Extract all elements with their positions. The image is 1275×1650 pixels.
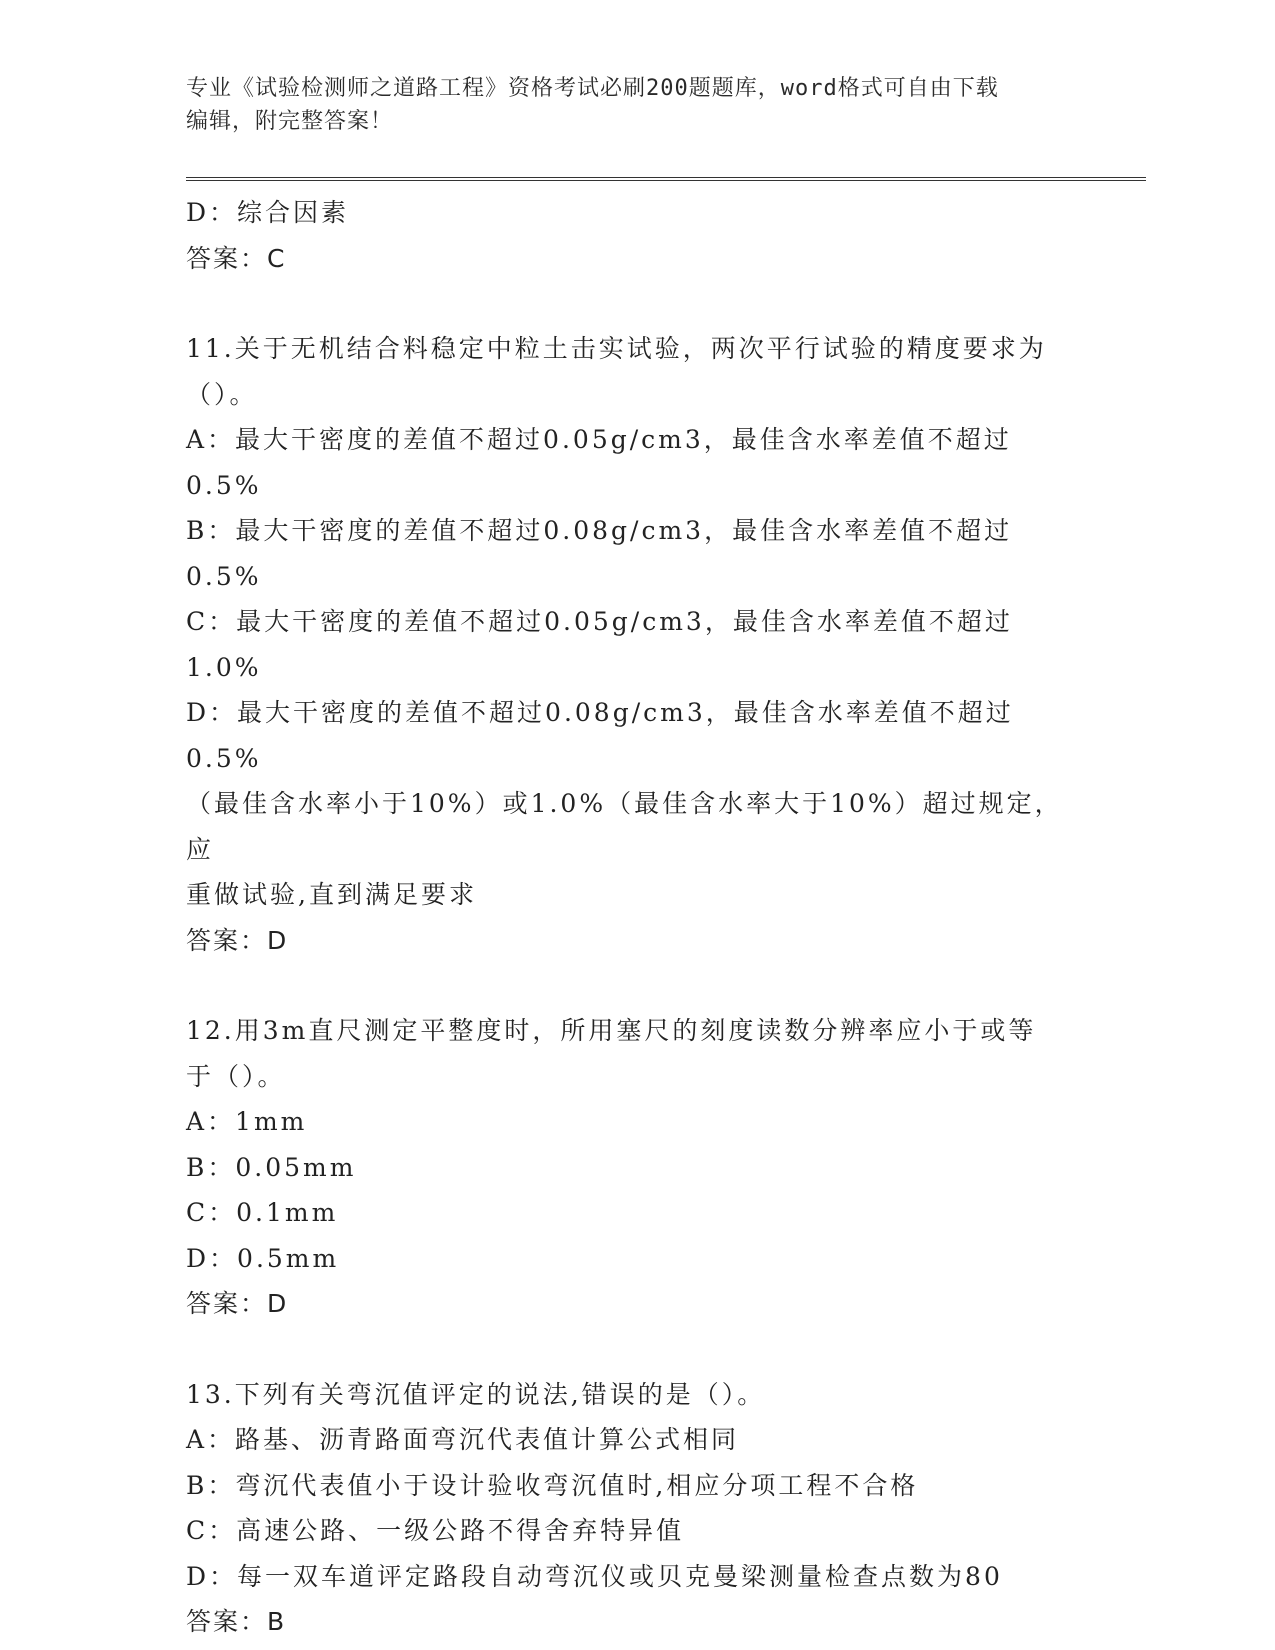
spacer [186, 1327, 1086, 1372]
option-a: A：1mm [186, 1107, 308, 1136]
option-d: D：0.5mm [186, 1243, 340, 1273]
option-b: B：0.05mm [186, 1152, 357, 1182]
option-a: A：最大干密度的差值不超过0.05g/cm3，最佳含水率差值不超过0.5% [186, 425, 1012, 500]
option-c: C：最大干密度的差值不超过0.05g/cm3，最佳含水率差值不超过1.0% [186, 607, 1013, 682]
option-d: D：每一双车道评定路段自动弯沉仪或贝克曼梁测量检查点数为80 [186, 1561, 1003, 1591]
spacer [186, 963, 1086, 1008]
option-d: D：最大干密度的差值不超过0.08g/cm3，最佳含水率差值不超过0.5% [186, 698, 1014, 773]
option-d-cont: （最佳含水率小于10%）或1.0%（最佳含水率大于10%）超过规定，应 [186, 789, 1063, 864]
header-divider [186, 177, 1146, 181]
option-b: B：最大干密度的差值不超过0.08g/cm3，最佳含水率差值不超过0.5% [186, 516, 1013, 591]
option-d-cont: 重做试验,直到满足要求 [186, 880, 477, 909]
header-line-1: 专业《试验检测师之道路工程》资格考试必刷200题题库，word格式可自由下载 [186, 76, 999, 101]
option-c: C：0.1mm [186, 1198, 339, 1227]
question-11 [186, 326, 1086, 963]
question-stem: 12.用3m直尺测定平整度时，所用塞尺的刻度读数分辨率应小于或等 [186, 1016, 1037, 1045]
question-stem-cont: （）。 [186, 379, 258, 409]
question-stem: 13.下列有关弯沉值评定的说法,错误的是（）。 [186, 1379, 766, 1409]
option-b: B：弯沉代表值小于设计验收弯沉值时,相应分项工程不合格 [186, 1470, 919, 1500]
question-10-tail [186, 190, 1086, 281]
answer: 答案：B [186, 1607, 287, 1636]
answer: 答案：D [186, 1289, 289, 1318]
header-line-2: 编辑，附完整答案！ [186, 109, 394, 134]
question-stem-cont: 于（）。 [186, 1061, 286, 1091]
spacer [186, 281, 1086, 326]
question-stem: 11.关于无机结合料稳定中粒土击实试验，两次平行试验的精度要求为 [186, 334, 1047, 363]
question-13 [186, 1372, 1086, 1645]
document-body [186, 190, 1086, 1645]
answer: 答案：D [186, 925, 289, 955]
document-header [186, 72, 1086, 138]
option-c: C：高速公路、一级公路不得舍弃特异值 [186, 1516, 685, 1545]
answer: 答案：C [186, 243, 287, 273]
option-a: A：路基、沥青路面弯沉代表值计算公式相同 [186, 1425, 740, 1454]
option-d: D：综合因素 [186, 198, 350, 227]
question-12 [186, 1008, 1086, 1327]
